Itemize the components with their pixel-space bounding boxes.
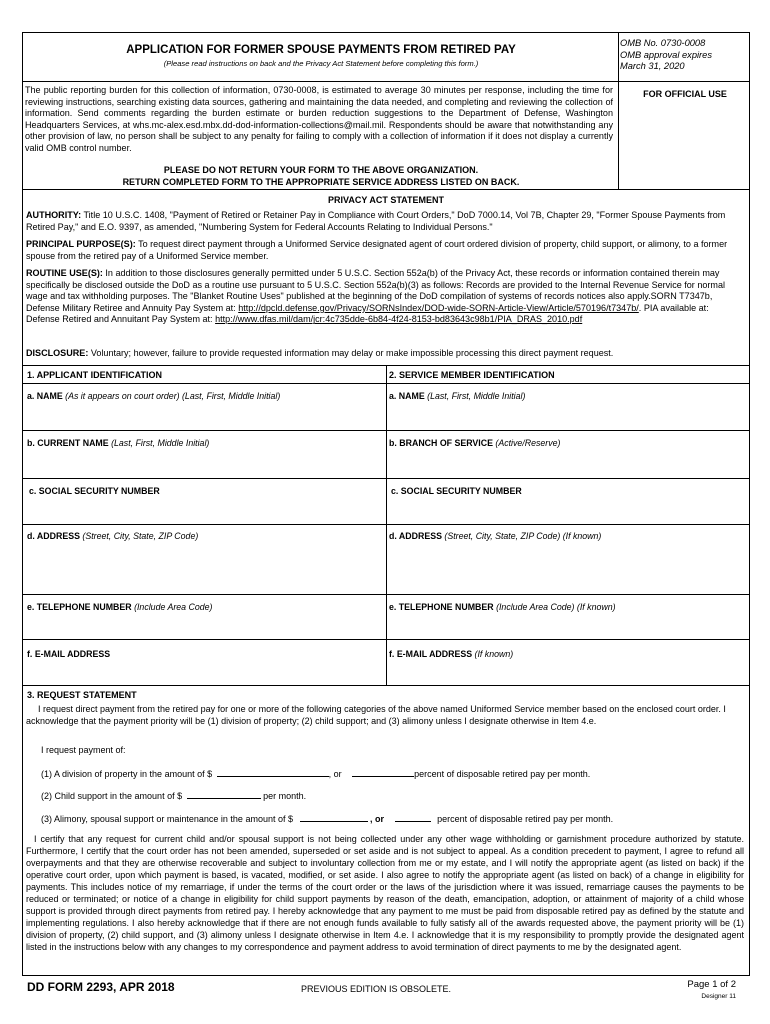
applicant-name-label: a. NAME xyxy=(27,391,63,401)
disclosure-label: DISCLOSURE: xyxy=(26,348,89,358)
row-c-rule xyxy=(23,524,749,525)
alimony-percent-input[interactable] xyxy=(395,811,431,822)
row-e-rule xyxy=(23,639,749,640)
omb-info xyxy=(620,38,712,73)
authority-label: AUTHORITY: xyxy=(26,210,82,220)
omb-date: March 31, 2020 xyxy=(620,61,685,71)
alimony-label: (3) Alimony, spousal support or maintenance in the amount of $ xyxy=(41,814,293,824)
purpose-label: PRINCIPAL PURPOSE(S): xyxy=(26,239,136,249)
applicant-current-name-field[interactable] xyxy=(27,438,209,448)
member-phone-field[interactable] xyxy=(389,602,616,612)
applicant-current-name-label: b. CURRENT NAME xyxy=(27,438,109,448)
member-heading: 2. SERVICE MEMBER IDENTIFICATION xyxy=(389,370,555,380)
applicant-phone-field[interactable] xyxy=(27,602,212,612)
applicant-email-label: f. E-MAIL ADDRESS xyxy=(27,649,111,659)
form-title: APPLICATION FOR FORMER SPOUSE PAYMENTS FROM RETIRED PAY xyxy=(126,44,516,56)
child-support-label: (2) Child support in the amount of $ xyxy=(41,791,183,801)
routine-label: ROUTINE USE(S): xyxy=(26,268,103,278)
property-amount-input[interactable] xyxy=(217,766,329,777)
alimony-tail: percent of disposable retired pay per month. xyxy=(437,814,614,824)
certification-text: I certify that any request for current child and/or spousal support is not being collected under any other wage withholding or garnishment procedure authorized by statute. Furthermore, I certify that the court order has not been amended, superseded or set aside and is not subject to appeal. As a condition precedent to payment, I agree to refund all overpayments and that they are otherwise recoverable and subject to involuntary collection from me or my estate, and I will notify the appropriate agent (as listed on back) if the operative court order, upon which payment is based, is vacated, modified, or set aside. I also agree to notify the appropriate agent (as listed on back) of a change in eligibility for payments. This includes notice of my remarriage, if under the terms of the court order or the laws of the jurisdiction where it was issued, remarriage causes the payments to be reduced or terminated; or notice of a change in eligibility for child support payments by reason of the death, emancipation, adoption, or attainment of majority of a child whose support is provided through direct payments from retired pay. I hereby acknowledge that any payment to me must be paid from disposable retired pay as defined by the statute and implementing regulations. I also hereby acknowledge that if there are not enough funds available to fully satisfy all of the awards requested above, the payment priority will be (1) division of property, (2) child support, and (3) alimony unless I designate otherwise in Item 4.e. I acknowledge that it is my responsibility to promptly provide the designated agent listed in the instructions below with any changes to my correspondence and payment address to avoid termination of direct payments to me by the designated agent. xyxy=(26,834,744,952)
purpose-text: To request direct payment through a Uniformed Service designated agent of court ordered division of property, child support, or alimony, to a former spouse from the retired pay of a Uniformed Service member. xyxy=(26,239,728,261)
row-d-rule xyxy=(23,594,749,595)
routine-mid: . PIA available at: Defense Retired and Annuitant Pay System at: xyxy=(26,302,709,325)
applicant-current-name-hint: (Last, First, Middle Initial) xyxy=(111,438,210,448)
disclosure-text: Voluntary; however, failure to provide requested information may delay or make impossible processing this direct payment request. xyxy=(88,348,614,358)
applicant-phone-hint: (Include Area Code) xyxy=(134,602,213,612)
member-address-hint: (Street, City, State, ZIP Code) (If known) xyxy=(444,531,602,541)
member-address-field[interactable] xyxy=(389,531,601,541)
member-branch-hint: (Active/Reserve) xyxy=(495,438,561,448)
obsolete-notice: PREVIOUS EDITION IS OBSOLETE. xyxy=(301,984,452,994)
privacy-act-heading: PRIVACY ACT STATEMENT xyxy=(327,195,444,205)
member-ssn-label: c. SOCIAL SECURITY NUMBER xyxy=(391,486,522,496)
return-notice-2: RETURN COMPLETED FORM TO THE APPROPRIATE SERVICE ADDRESS LISTED ON BACK. xyxy=(122,177,520,187)
row-f-rule xyxy=(23,685,749,686)
property-label: (1) A division of property in the amount of $ xyxy=(41,769,213,779)
applicant-phone-label: e. TELEPHONE NUMBER xyxy=(27,602,132,612)
applicant-name-field[interactable] xyxy=(27,391,280,401)
routine-text: In addition to those disclosures generally permitted under 5 U.S.C. Section 552a(b) of the Privacy Act, these records or information contained therein may specifically be disclosed outside the DoD as a routine use pursuant to 5 U.S.C. Section 552a(b)(3) as follows: Records are provided to the Internal Revenue Service for normal wage and tax withholding purposes. The "Blanket Routine Uses" published at the beginning of the DoD compilation of systems of records notices also apply.SORN T7347b, Defense Military Retiree and Annuity Pay System at: xyxy=(26,268,725,313)
request-heading: 3. REQUEST STATEMENT xyxy=(27,690,137,700)
return-notice-1: PLEASE DO NOT RETURN YOUR FORM TO THE ABOVE ORGANIZATION. xyxy=(163,165,479,175)
form-id: DD FORM 2293, APR 2018 xyxy=(27,980,175,994)
purpose-paragraph xyxy=(26,239,744,262)
member-name-label: a. NAME xyxy=(389,391,425,401)
member-email-label: f. E-MAIL ADDRESS xyxy=(389,649,473,659)
child-support-tail: per month. xyxy=(263,791,307,801)
row-a-rule xyxy=(23,430,749,431)
burden-statement: The public reporting burden for this collection of information, 0730-0008, is estimated to average 30 minutes per response, including the time for reviewing instructions, searching existing data sources, gathering and maintaining the data needed, and completing and reviewing the collection of information. Send comments regarding the burden estimate or burden reduction suggestions to the Department of Defense, Washington Headquarters Services, at whs.mc-alex.esd.mbx.dd-dod-information-collections@mail.mil. Respondents should be aware that notwithstanding any other provision of law, no person shall be subject to any penalty for failing to comply with a collection of information if it does not display a currently valid OMB control number. xyxy=(25,85,613,153)
alimony-amount-input[interactable] xyxy=(300,811,368,822)
page-number: Page 1 of 2 xyxy=(687,979,736,990)
header-rule xyxy=(23,81,749,82)
child-support-line xyxy=(41,788,759,802)
routine-use-paragraph xyxy=(26,268,744,326)
member-branch-label: b. BRANCH OF SERVICE xyxy=(389,438,493,448)
request-intro: I request direct payment from the retired pay for one or more of the following categories of the above named Uniformed Service member based on the enclosed court order. I acknowledge that the payment priority will be (1) division of property; (2) child support; and (3) alimony unless I designate otherwise in Item 4.e. xyxy=(26,704,726,726)
member-phone-label: e. TELEPHONE NUMBER xyxy=(389,602,494,612)
form-subtitle: (Please read instructions on back and the Privacy Act Statement before completing this form.) xyxy=(163,59,479,68)
property-percent-input[interactable] xyxy=(352,766,414,777)
applicant-ssn-label: c. SOCIAL SECURITY NUMBER xyxy=(29,486,160,496)
request-of: I request payment of: xyxy=(41,745,126,755)
alimony-line xyxy=(41,811,759,825)
authority-text: Title 10 U.S.C. 1408, "Payment of Retired or Retainer Pay in Compliance with Court Orders," DoD 7000.14, Vol 7B, Chapter 29, "Former Spouse Payments from Retired Pay," and E.O. 9397, as amended, "Numbering System for Federal Accounts Relating to Individual Persons." xyxy=(26,210,726,232)
disclosure-paragraph xyxy=(26,348,744,360)
property-tail: percent of disposable retired pay per month. xyxy=(414,769,591,779)
sorn-link[interactable]: http://dpcld.defense.gov/Privacy/SORNsIndex/DOD-wide-SORN-Article-View/Article/570196/t7347b/ xyxy=(238,302,639,313)
applicant-address-label: d. ADDRESS xyxy=(27,531,80,541)
member-phone-hint: (Include Area Code) (If known) xyxy=(496,602,616,612)
form-frame xyxy=(22,32,750,976)
id-divider xyxy=(386,365,387,686)
applicant-address-field[interactable] xyxy=(27,531,198,541)
alimony-or: , or xyxy=(370,814,385,824)
member-name-hint: (Last, First, Middle Initial) xyxy=(427,391,526,401)
member-branch-field[interactable] xyxy=(389,438,560,448)
member-name-field[interactable] xyxy=(389,391,525,401)
official-use-label: FOR OFFICIAL USE xyxy=(643,89,727,99)
applicant-name-hint: (As it appears on court order) (Last, First, Middle Initial) xyxy=(65,391,281,401)
member-address-label: d. ADDRESS xyxy=(389,531,442,541)
child-support-amount-input[interactable] xyxy=(187,788,261,799)
member-ssn-field[interactable] xyxy=(391,486,522,496)
applicant-ssn-field[interactable] xyxy=(29,486,160,496)
property-line xyxy=(41,766,759,780)
member-email-hint: (If known) xyxy=(474,649,514,659)
applicant-email-field[interactable] xyxy=(27,649,110,659)
row-b-rule xyxy=(23,478,749,479)
member-email-field[interactable] xyxy=(389,649,513,659)
property-or: , or xyxy=(328,769,342,779)
pia-link[interactable]: http://www.dfas.mil/dam/jcr:4c735dde-6b84-4f24-8153-bd83643c98b1/PIA_DRAS_2010.pdf xyxy=(215,314,583,325)
applicant-heading: 1. APPLICANT IDENTIFICATION xyxy=(27,370,162,380)
burden-rule xyxy=(23,189,749,190)
applicant-address-hint: (Street, City, State, ZIP Code) xyxy=(82,531,199,541)
omb-number: OMB No. 0730-0008 xyxy=(620,38,706,48)
designer-label: Designer 11 xyxy=(701,993,736,1000)
id-head-rule xyxy=(23,383,749,384)
omb-approval: OMB approval expires xyxy=(620,49,712,60)
authority-paragraph xyxy=(26,210,744,233)
